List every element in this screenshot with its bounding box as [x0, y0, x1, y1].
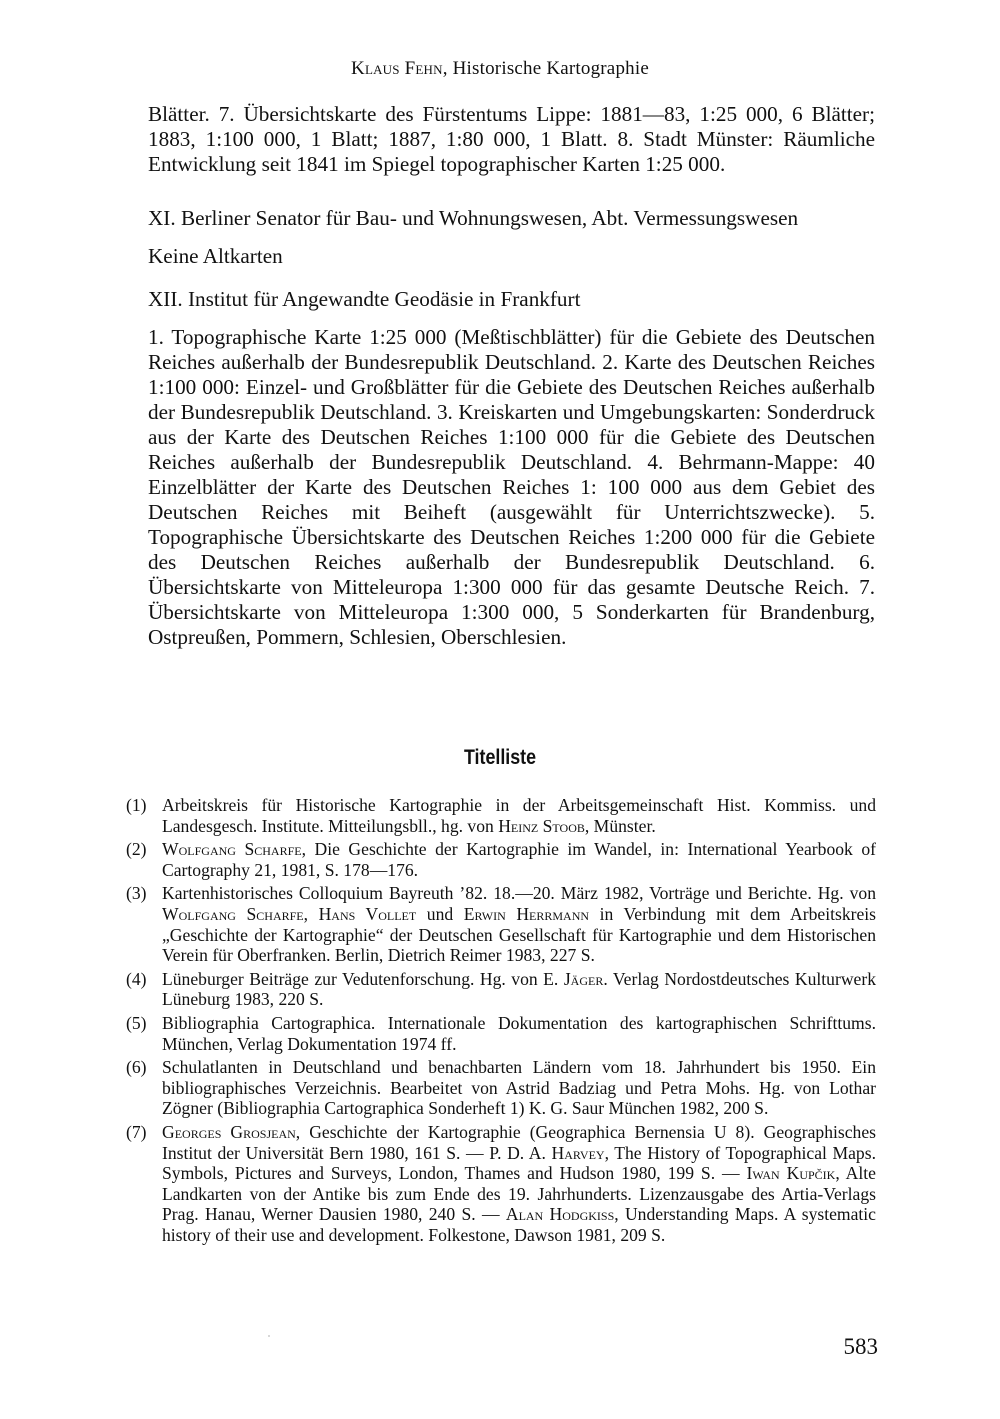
reference-text: . Verlag Nordostdeutsches Kulturwerk Lüneburg 1983, 220 S. [162, 968, 877, 1010]
reference-author: Heinz Stoob [498, 815, 585, 836]
running-header [0, 58, 1000, 80]
reference-number: (6) [126, 1057, 147, 1078]
reference-number: (7) [126, 1121, 147, 1142]
reference-item [126, 839, 876, 880]
reference-item [126, 969, 876, 1010]
reference-author: Alan Hodgkiss [505, 1204, 615, 1225]
reference-text: Lüneburger Beiträge zur Vedutenforschung. Hg. von E. [162, 968, 564, 989]
reference-author: Iwan Kupčik [746, 1163, 836, 1184]
section-xii-body: 1. Topographische Karte 1:25 000 (Meßtischblätter) für die Gebiete des Deutschen Reiches außerhalb der Bundesrepublik Deutschland. 2. Karte des Deutschen Reiches 1:100 000: Einzel- und Großblätter für die Gebiete des Deutschen Reiches außerhalb der Bundesrepublik Deutschland. 3. Kreiskarten und Umgebungskarten: Sonderdruck aus der Karte des Deutschen Reiches 1:100 000 für die Gebiete des Deutschen Reiches außerhalb der Bundesrepublik Deutschland. 4. Behrmann-Mappe: 40 Einzelblätter der Karte des Deutschen Reiches 1: 100 000 aus dem Gebiet des Deutschen Reiches mit Beiheft (ausgewählt für Unterrichtszwecke). 5. Topographische Übersichtskarte des Deutschen Reiches 1:200 000 für die Gebiete des Deutschen Reiches außerhalb der Bundesrepublik Deutschland. 6. Übersichtskarte von Mitteleuropa 1:300 000 für das gesamte Deutsche Reich. 7. Übersichtskarte von Mitteleuropa 1:300 000, 5 Sonderkarten für Brandenburg, Ostpreußen, Pommern, Schlesien, Oberschlesien. [148, 325, 875, 649]
reference-item [126, 883, 876, 965]
intro-paragraph: Blätter. 7. Übersichtskarte des Fürstentums Lippe: 1881—83, 1:25 000, 6 Blätter; 1883, 1:100 000, 1 Blatt; 1887, 1:80 000, 1 Blatt. 8. Stadt Münster: Räumliche Entwicklung seit 1841 im Spiegel topographischer Karten 1:25 000. [148, 102, 875, 176]
reference-author: Jäger [563, 968, 604, 989]
reference-number: (1) [126, 795, 147, 815]
reference-text: Arbeitskreis für Historische Kartographie in der Arbeitsgemeinschaft Hist. Kommiss. und Landesgesch. Institute. Mitteilungsbll., hg. von [162, 795, 876, 836]
reference-author: Wolfgang Scharfe [162, 839, 302, 860]
reference-text: Bibliographia Cartographica. Internationale Dokumentation des kartographischen Schrifttums. München, Verlag Dokumentation 1974 ff. [162, 1012, 876, 1054]
reference-text: , Münster. [584, 815, 656, 836]
reference-text: , Alte Landkarten von der Antike bis zum Ende des 19. Jahrhunderts. Lizenzausgabe des Artia-Verlags Prag. Hanau, Werner Dausien 1980, 240 S. — [162, 1163, 876, 1225]
titelliste-heading: Titelliste [463, 746, 537, 769]
reference-text: , The History of Topographical Maps. Symbols, Pictures and Surveys, London, Thames and Hudson 1980, 199 S. — [162, 1142, 876, 1184]
reference-text: , [303, 903, 319, 924]
reference-author: Wolfgang Scharfe [162, 903, 304, 924]
reference-text: Kartenhistorisches Colloquium Bayreuth ’82. 18.—20. März 1982, Vorträge und Berichte. Hg. von [162, 883, 876, 904]
intro-paragraph-block [148, 102, 875, 177]
reference-item [126, 1013, 876, 1054]
reference-item [126, 1057, 876, 1119]
reference-text: in Verbindung mit dem Arbeitskreis „Geschichte der Kartographie“ der Deutschen Gesellschaft für Kartographie und dem Historischen Verein für Oberfranken. Berlin, Dietrich Reimer 1983, 227 S. [162, 903, 877, 966]
print-speck [268, 1335, 270, 1337]
reference-author: Georges Grosjean [162, 1121, 296, 1142]
reference-text: , Die Geschichte der Kartographie im Wandel, in: International Yearbook of Cartography 21, 1981, S. 178—176. [162, 839, 876, 880]
section-xi-heading: XI. Berliner Senator für Bau- und Wohnungswesen, Abt. Vermessungswesen [148, 206, 799, 230]
section-xii [148, 287, 875, 650]
header-title: , Historische Kartographie [442, 58, 649, 79]
reference-item [126, 1122, 876, 1246]
reference-number: (4) [126, 968, 147, 989]
reference-list [126, 795, 876, 1248]
reference-number: (3) [126, 883, 147, 904]
reference-text: Schulatlanten in Deutschland und benachbarten Ländern vom 18. Jahrhundert bis 1950. Ein bibliographisches Verzeichnis. Bearbeitet von Astrid Badziag und Petra Mohs. Hg. von Lothar Zögner (Bibliographia Cartographica Sonderheft 1) K. G. Saur München 1982, 200 S. [162, 1057, 876, 1119]
section-xii-heading: XII. Institut für Angewandte Geodäsie in Frankfurt [148, 287, 581, 311]
reference-author: Erwin Herrmann [463, 903, 590, 924]
reference-item [126, 795, 876, 836]
page-number: 583 [843, 1334, 878, 1359]
reference-text: , Geschichte der Kartographie (Geographica Bernensia U 8). Geographisches Institut der Universität Bern 1980, 161 S. — P. D. A. [162, 1121, 877, 1163]
reference-text: und [416, 903, 464, 924]
reference-text: , Understanding Maps. A systematic history of their use and development. Folkestone, Dawson 1981, 209 S. [162, 1204, 876, 1245]
reference-author: Harvey [551, 1142, 605, 1163]
reference-number: (5) [126, 1012, 147, 1033]
reference-number: (2) [126, 839, 147, 860]
header-author: Klaus Fehn [351, 58, 443, 79]
section-xi-body: Keine Altkarten [148, 244, 283, 268]
reference-author: Hans Vollet [318, 903, 417, 924]
section-xi [148, 206, 875, 269]
